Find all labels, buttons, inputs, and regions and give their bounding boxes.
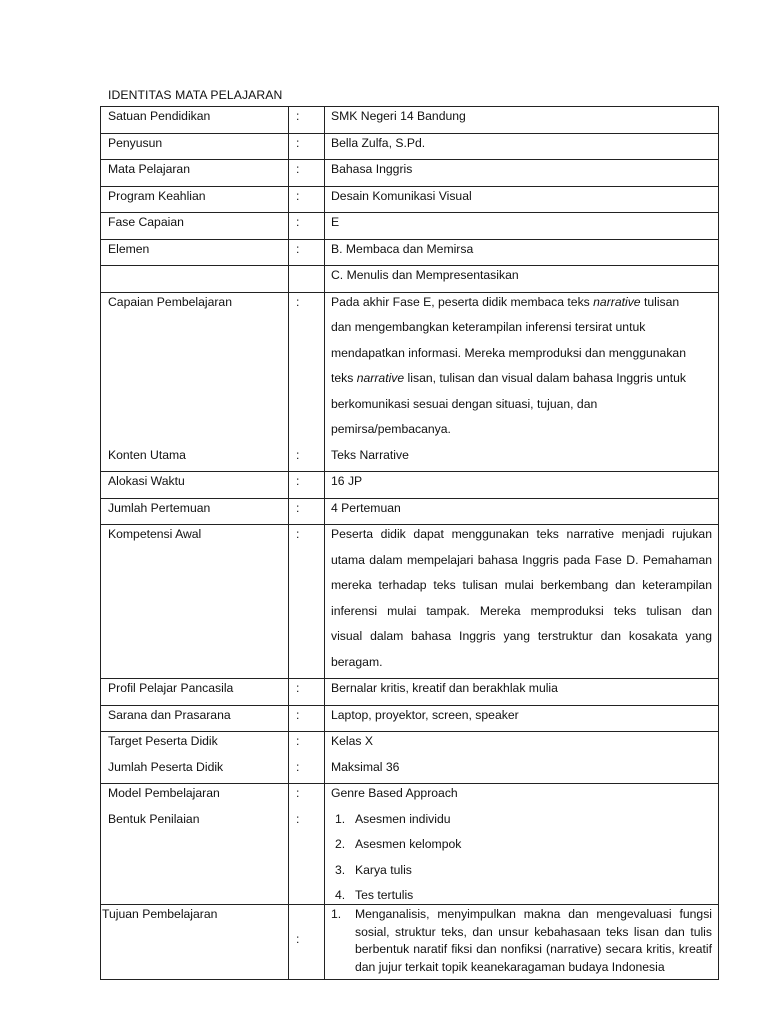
row-separator: : <box>296 215 300 229</box>
row-value: Bella Zulfa, S.Pd. <box>331 135 426 150</box>
row-label: Alokasi Waktu <box>108 474 185 488</box>
kompetensi-line: utama dalam mempelajari bahasa Inggris pada Fase D. Pemahaman <box>331 552 712 567</box>
list-item: 4. Tes tertulis <box>335 888 414 902</box>
row-label: Konten Utama <box>108 447 186 462</box>
table-row <box>101 266 719 293</box>
table-row <box>101 784 719 905</box>
row-value: SMK Negeri 14 Bandung <box>331 109 466 123</box>
row-value: B. Membaca dan Memirsa <box>331 241 474 256</box>
kompetensi-line: visual dalam bahasa Inggris yang terstruktur dan kosakata yang <box>331 629 712 643</box>
row-label: Mata Pelajaran <box>108 162 190 176</box>
row-separator: : <box>296 932 300 946</box>
row-label: Jumlah Peserta Didik <box>108 759 224 774</box>
capaian-line: dan mengembangkan keterampilan inferensi tersirat untuk <box>331 320 646 334</box>
row-separator: : <box>296 135 300 150</box>
row-label: Sarana dan Prasarana <box>108 707 231 722</box>
row-label: Tujuan Pembelajaran <box>102 907 218 921</box>
capaian-line: pemirsa/pembacanya. <box>331 422 451 436</box>
table-row <box>101 133 719 160</box>
row-label: Program Keahlian <box>108 188 206 203</box>
list-item: 1. Menganalisis, menyimpulkan makna dan mengevaluasi fungsi sosial, struktur teks, dan unsur kebahasaan teks lisan dan tulis berbentuk naratif fiksi dan nonfiksi (narrative) secara kritis, kreatif dan jujur terkait topik keanekaragaman budaya Indonesia <box>331 906 712 976</box>
row-separator: : <box>296 109 300 123</box>
row-value: 4 Pertemuan <box>331 500 401 515</box>
row-value: Bernalar kritis, kreatif dan berakhlak mulia <box>331 681 558 695</box>
table-row <box>101 292 719 472</box>
row-value: E <box>331 215 340 229</box>
row-value: Desain Komunikasi Visual <box>331 188 472 203</box>
row-separator: : <box>296 474 300 488</box>
kompetensi-line: Peserta didik dapat menggunakan teks narrative menjadi rujukan <box>331 527 712 541</box>
row-separator: : <box>296 294 300 309</box>
row-label: Bentuk Penilaian <box>108 811 200 826</box>
kompetensi-line: inferensi mulai tampak. Mereka memproduksi teks tulisan dan <box>331 603 712 618</box>
row-label: Kompetensi Awal <box>108 527 202 541</box>
capaian-line: teks narrative lisan, tulisan dan visual dalam bahasa Inggris untuk <box>331 371 687 385</box>
table-row <box>101 239 719 266</box>
tujuan-text: Menganalisis, menyimpulkan makna dan mengevaluasi fungsi sosial, struktur teks, dan unsur kebahasaan teks lisan dan tulis berbentuk naratif fiksi dan nonfiksi (narrative) secara kritis, kreatif dan jujur terkait topik keanekaragaman budaya Indonesia <box>355 907 712 974</box>
identity-table <box>100 106 719 980</box>
row-label: Model Pembelajaran <box>108 786 220 800</box>
capaian-line: berkomunikasi sesuai dengan situasi, tujuan, dan <box>331 396 598 411</box>
row-separator: : <box>296 786 300 800</box>
table-row <box>101 107 719 134</box>
row-separator: : <box>296 734 300 748</box>
row-value: Genre Based Approach <box>331 786 458 800</box>
table-row <box>101 472 719 499</box>
row-value: 16 JP <box>331 474 363 488</box>
table-row <box>101 186 719 213</box>
row-label: Jumlah Pertemuan <box>108 500 211 515</box>
table-row <box>101 905 719 980</box>
table-row <box>101 525 719 679</box>
list-item: 3. Karya tulis <box>335 862 412 877</box>
row-separator: : <box>296 447 300 462</box>
row-value: Kelas X <box>331 734 374 748</box>
table-row <box>101 679 719 706</box>
list-item: 1. Asesmen individu <box>335 811 451 826</box>
row-separator: : <box>296 527 300 541</box>
list-item: 2. Asesmen kelompok <box>335 837 462 851</box>
table-row <box>101 213 719 240</box>
row-value: Maksimal 36 <box>331 759 400 774</box>
row-separator: : <box>296 811 300 826</box>
row-separator: : <box>296 162 300 176</box>
row-separator: : <box>296 759 300 774</box>
kompetensi-text <box>325 525 719 679</box>
row-value: Teks Narrative <box>331 447 409 462</box>
row-separator: : <box>296 707 300 722</box>
row-separator: : <box>296 500 300 515</box>
row-value: Laptop, proyektor, screen, speaker <box>331 707 519 722</box>
table-row <box>101 160 719 187</box>
document-title: IDENTITAS MATA PELAJARAN <box>108 88 283 102</box>
row-label: Capaian Pembelajaran <box>108 294 232 309</box>
row-label: Fase Capaian <box>108 215 184 229</box>
row-separator: : <box>296 188 300 203</box>
row-label: Profil Pelajar Pancasila <box>108 681 234 695</box>
kompetensi-line: mereka terhadap teks tulisan mulai berkembang dan keterampilan <box>331 578 712 592</box>
row-label: Elemen <box>108 241 150 256</box>
row-value: C. Menulis dan Mempresentasikan <box>331 268 519 282</box>
row-label: Satuan Pendidikan <box>108 109 211 123</box>
row-separator: : <box>296 681 300 695</box>
capaian-text <box>325 292 719 472</box>
row-label: Penyusun <box>108 135 163 150</box>
table-row <box>101 705 719 732</box>
capaian-line: Pada akhir Fase E, peserta didik membaca teks narrative tulisan <box>331 294 680 309</box>
table-row <box>101 732 719 784</box>
row-separator: : <box>296 241 300 256</box>
table-row <box>101 498 719 525</box>
kompetensi-line: beragam. <box>331 654 383 669</box>
row-label: Target Peserta Didik <box>108 734 218 748</box>
row-value: Bahasa Inggris <box>331 162 413 176</box>
capaian-line: mendapatkan informasi. Mereka memproduksi dan menggunakan <box>331 345 686 360</box>
